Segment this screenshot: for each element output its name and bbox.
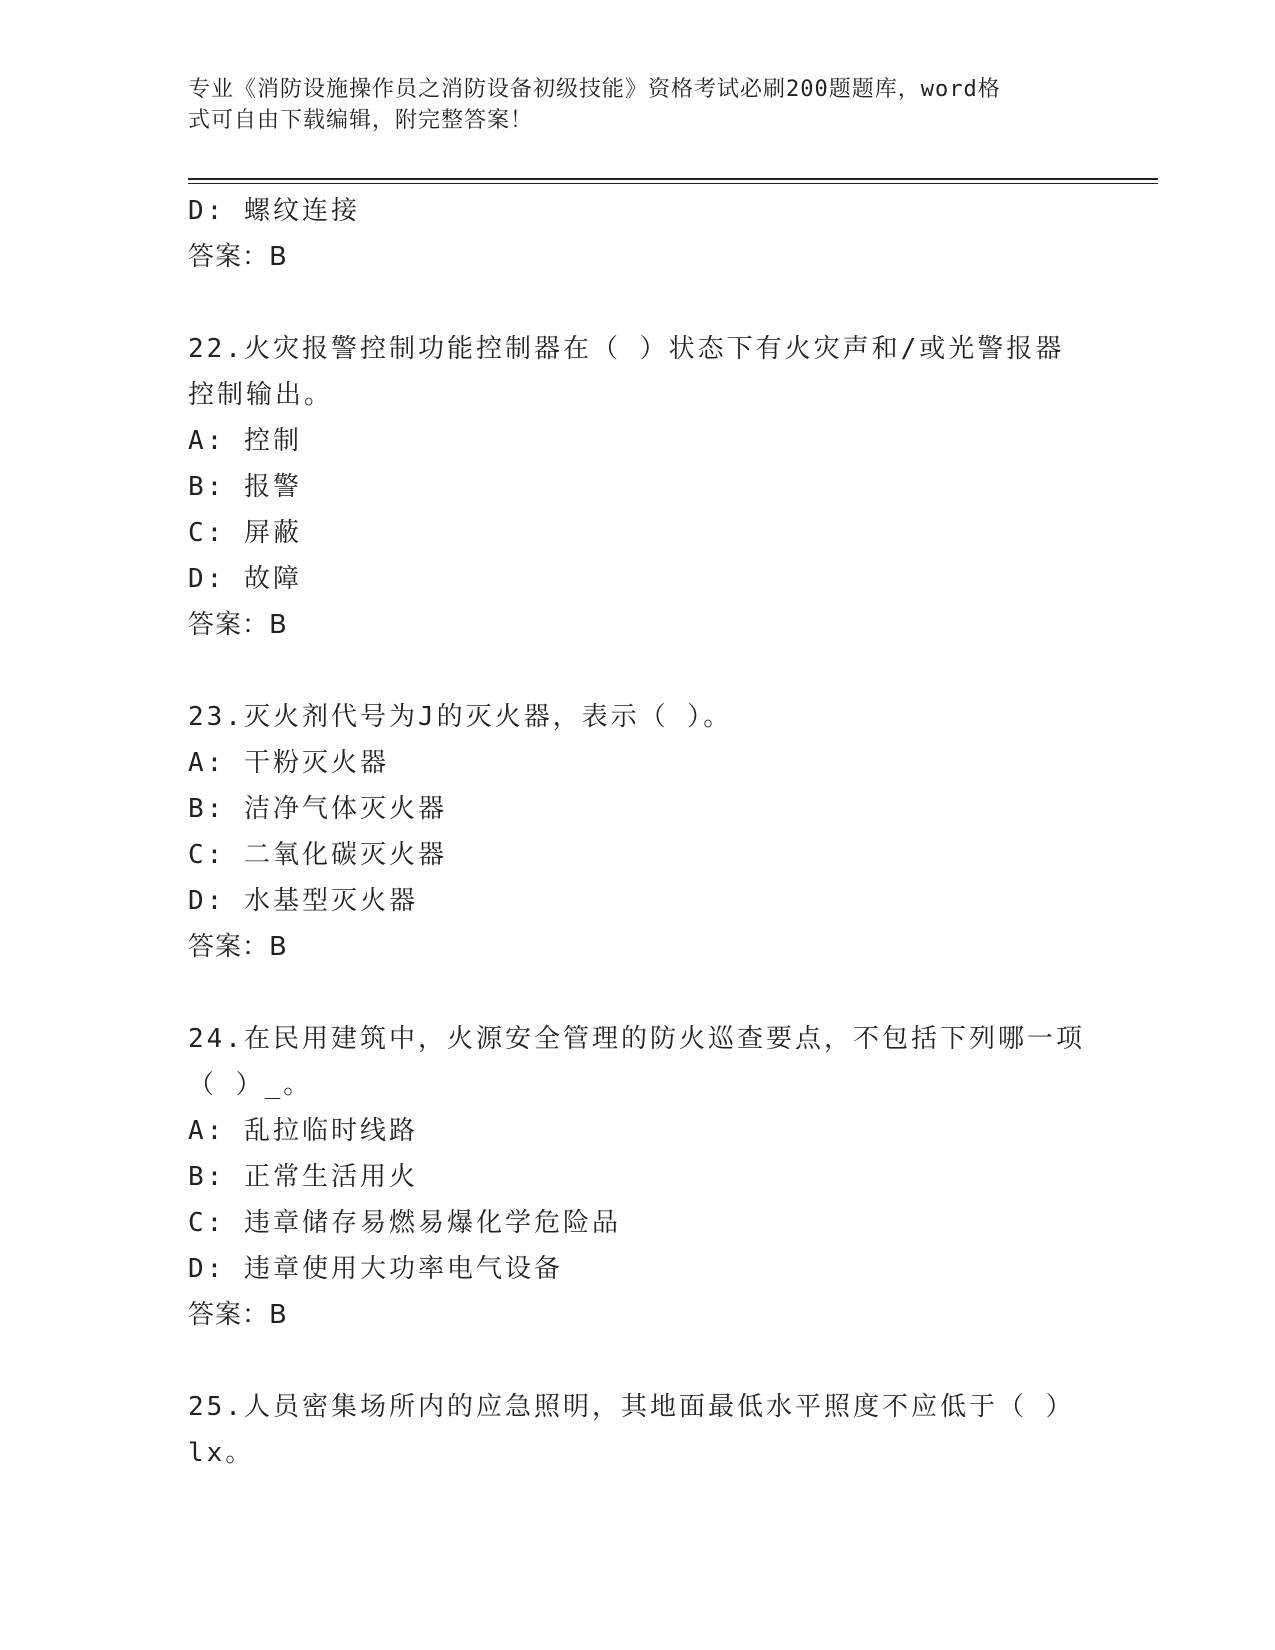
spacer xyxy=(188,280,1088,326)
document-header xyxy=(188,74,1078,136)
question-25 xyxy=(188,1384,1088,1476)
question-content xyxy=(188,188,1088,1476)
header-divider-thin xyxy=(188,183,1158,184)
question-stem-line: 控制输出。 xyxy=(188,380,334,410)
option-b: B: 洁净气体灭火器 xyxy=(188,794,447,824)
option-c: C: 违章储存易燃易爆化学危险品 xyxy=(188,1208,621,1238)
answer: 答案：B xyxy=(188,932,288,962)
header-line-1: 专业《消防设施操作员之消防设备初级技能》资格考试必刷200题题库，word格 xyxy=(188,77,1001,102)
answer: 答案：B xyxy=(188,610,288,640)
question-stem-line: （ ）_。 xyxy=(188,1070,313,1100)
question-22 xyxy=(188,326,1088,648)
option-d: D: 违章使用大功率电气设备 xyxy=(188,1254,563,1284)
question-stem-line: lx。 xyxy=(188,1438,255,1468)
option-a: A: 干粉灭火器 xyxy=(188,748,389,778)
option-c: C: 二氧化碳灭火器 xyxy=(188,840,447,870)
question-stem-line: 25.人员密集场所内的应急照明，其地面最低水平照度不应低于（ ） xyxy=(188,1392,1075,1422)
header-divider-thick xyxy=(188,178,1158,180)
option-b: B: 正常生活用火 xyxy=(188,1162,418,1192)
question-stem-line: 22.火灾报警控制功能控制器在（ ）状态下有火灾声和/或光警报器 xyxy=(188,334,1065,364)
answer: 答案：B xyxy=(188,1300,288,1330)
question-23 xyxy=(188,694,1088,970)
question-24 xyxy=(188,1016,1088,1338)
option-a: A: 控制 xyxy=(188,426,302,456)
option-d: D: 故障 xyxy=(188,564,302,594)
option-b: B: 报警 xyxy=(188,472,302,502)
spacer xyxy=(188,1338,1088,1384)
option-a: A: 乱拉临时线路 xyxy=(188,1116,418,1146)
prev-option-d: D: 螺纹连接 xyxy=(188,196,360,226)
header-line-2: 式可自由下载编辑，附完整答案！ xyxy=(188,108,534,133)
question-stem-line: 23.灭火剂代号为J的灭火器，表示（ ）。 xyxy=(188,702,733,732)
question-stem-line: 24.在民用建筑中，火源安全管理的防火巡查要点，不包括下列哪一项 xyxy=(188,1024,1085,1054)
option-c: C: 屏蔽 xyxy=(188,518,302,548)
option-d: D: 水基型灭火器 xyxy=(188,886,418,916)
prev-answer: 答案：B xyxy=(188,242,288,272)
spacer xyxy=(188,970,1088,1016)
spacer xyxy=(188,648,1088,694)
